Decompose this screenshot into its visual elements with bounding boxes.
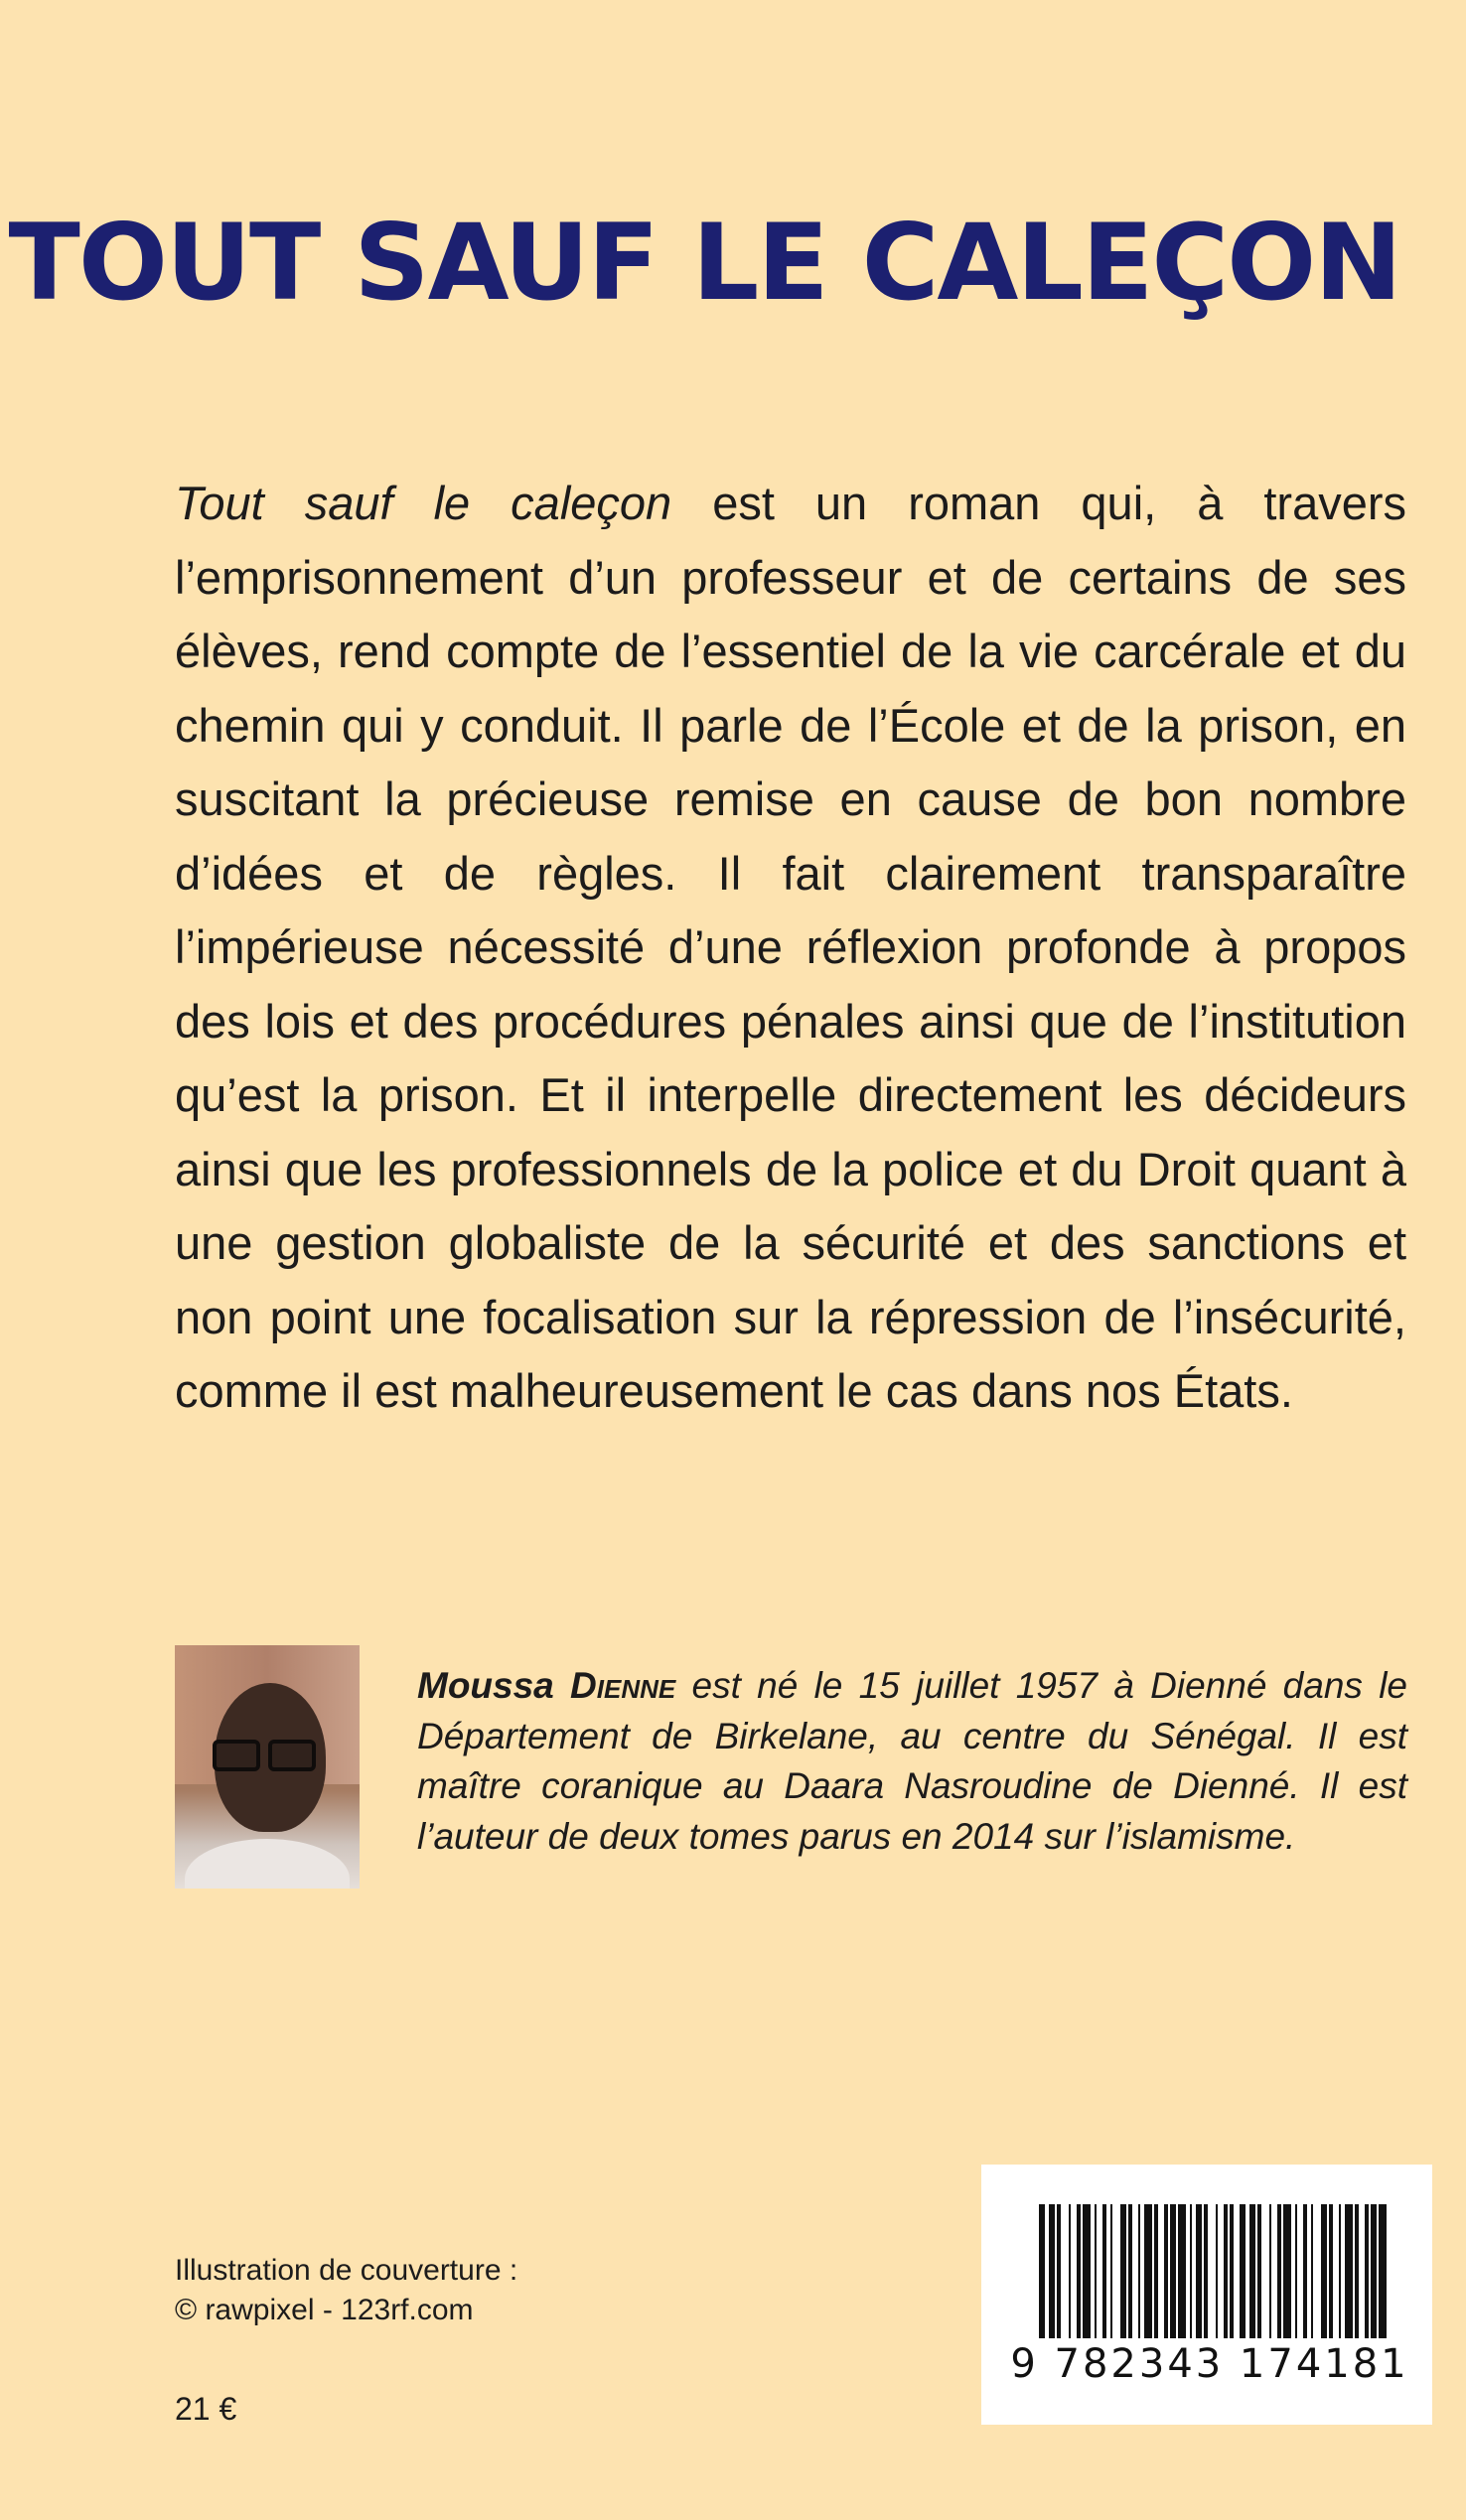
author-name xyxy=(417,1665,675,1706)
author-bio-text: est né le 15 juillet 1957 à Dienné dans le Département de Birkelane, au centre du Sénégal. Il est maître coranique au Daara Nasroudine de Dienné. Il est l’auteur de deux tomes parus en 2014 sur l’islamisme. xyxy=(417,1665,1407,1857)
author-first-name: Moussa xyxy=(417,1665,554,1706)
isbn-number: 9 782343 174181 xyxy=(1010,2341,1409,2387)
summary-text: est un roman qui, à travers l’emprisonnement d’un professeur et de certains de ses élèves, rend compte de l’essentiel de la vie carcérale et du chemin qui y conduit. Il parle de l’École et de la prison, en suscitant la précieuse remise en cause de bon nombre d’idées et de règles. Il fait clairement transparaître l’impérieuse nécessité d’une réflexion profonde à propos des lois et des procédures pénales ainsi que de l’institution qu’est la prison. Et il interpelle directement les décideurs ainsi que les professionnels de la police et du Droit quant à une gestion globaliste de la sécurité et des sanctions et non point une focalisation sur la répression de l’insécurité, comme il est malheureusement le cas dans nos États. xyxy=(175,477,1406,1417)
author-biography xyxy=(417,1661,1407,1862)
back-cover-summary xyxy=(175,467,1406,1429)
barcode-bars xyxy=(981,2165,1432,2343)
price: 21 € xyxy=(175,2391,237,2427)
isbn-barcode xyxy=(981,2165,1432,2425)
cover-illustration-credit xyxy=(175,2251,517,2330)
credit-source: © rawpixel - 123rf.com xyxy=(175,2294,474,2326)
author-last-name: Dienne xyxy=(570,1665,676,1706)
credit-label: Illustration de couverture : xyxy=(175,2254,518,2287)
author-photo xyxy=(175,1645,360,1889)
summary-book-title: Tout sauf le caleçon xyxy=(175,477,672,529)
book-title: TOUT SAUF LE CALEÇON xyxy=(8,202,1400,324)
